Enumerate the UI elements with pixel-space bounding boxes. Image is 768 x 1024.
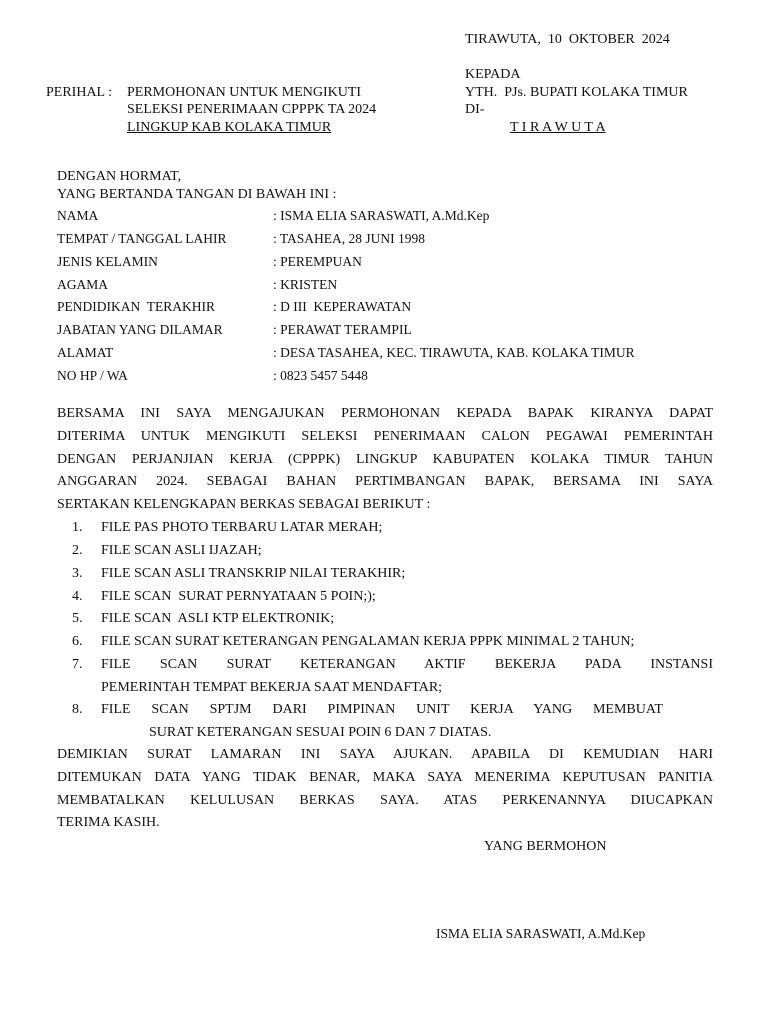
list-text: FILE SCAN ASLI KTP ELEKTRONIK;	[101, 611, 335, 626]
list-text-continued: PEMERINTAH TEMPAT BEKERJA SAAT MENDAFTAR;	[101, 679, 443, 695]
list-text: FILE SCAN ASLI TRANSKRIP NILAI TERAKHIR;	[101, 566, 406, 581]
list-number: 7.	[72, 657, 83, 672]
closing-line: DITEMUKAN DATA YANG TIDAK BENAR, MAKA SAYA MENERIMA KEPUTUSAN PANITIA	[57, 769, 713, 785]
list-text: FILE SCAN SURAT KETERANGAN AKTIF BEKERJA PADA INSTANSI	[101, 657, 713, 672]
identity-value: : ISMA ELIA SARASWATI, A.Md.Kep	[273, 208, 490, 223]
perihal-line-1: PERMOHONAN UNTUK MENGIKUTI	[127, 85, 362, 100]
identity-key: AGAMA	[57, 277, 109, 292]
identity-key: ALAMAT	[57, 345, 114, 360]
identity-value: : TASAHEA, 28 JUNI 1998	[273, 231, 426, 246]
letter-date: TIRAWUTA, 10 OKTOBER 2024	[465, 32, 670, 47]
closing-line: DEMIKIAN SURAT LAMARAN INI SAYA AJUKAN. APABILA DI KEMUDIAN HARI	[57, 747, 713, 762]
identity-value: : 0823 5457 5448	[273, 368, 368, 383]
perihal-line-3: LINGKUP KAB KOLAKA TIMUR	[127, 120, 332, 135]
body-line: BERSAMA INI SAYA MENGAJUKAN PERMOHONAN KEPADA BAPAK KIRANYA DAPAT	[57, 406, 713, 421]
recipient-di: DI-	[465, 102, 485, 117]
list-number: 3.	[72, 566, 83, 581]
intro-line: YANG BERTANDA TANGAN DI BAWAH INI :	[57, 187, 337, 202]
identity-key: JABATAN YANG DILAMAR	[57, 322, 223, 337]
body-line: DITERIMA UNTUK MENGIKUTI SELEKSI PENERIMAAN CALON PEGAWAI PEMERINTAH	[57, 428, 713, 444]
body-line: ANGGARAN 2024. SEBAGAI BAHAN PERTIMBANGAN BAPAK, BERSAMA INI SAYA	[57, 474, 713, 490]
list-text: FILE SCAN SURAT KETERANGAN PENGALAMAN KERJA PPPK MINIMAL 2 TAHUN;	[101, 634, 635, 649]
signer-name: ISMA ELIA SARASWATI, A.Md.Kep	[436, 926, 646, 941]
identity-key: NAMA	[57, 208, 99, 223]
body-paragraph	[57, 403, 713, 517]
perihal-label: PERIHAL :	[46, 85, 112, 100]
list-text: FILE SCAN SPTJM DARI PIMPINAN UNIT KERJA YANG MEMBUAT	[101, 702, 663, 717]
body-line: SERTAKAN KELENGKAPAN BERKAS SEBAGAI BERIKUT :	[57, 497, 431, 513]
list-number: 6.	[72, 634, 83, 649]
list-number: 1.	[72, 520, 83, 535]
recipient-yth: YTH. PJs. BUPATI KOLAKA TIMUR	[465, 85, 688, 100]
identity-key: PENDIDIKAN TERAKHIR	[57, 299, 215, 314]
sign-label: YANG BERMOHON	[484, 839, 607, 854]
closing-line: TERIMA KASIH.	[57, 815, 160, 831]
identity-key: NO HP / WA	[57, 368, 128, 383]
perihal-line-2: SELEKSI PENERIMAAN CPPPK TA 2024	[127, 102, 377, 117]
identity-value: : KRISTEN	[273, 277, 338, 292]
identity-key: JENIS KELAMIN	[57, 254, 158, 269]
identity-value: : PERAWAT TERAMPIL	[273, 322, 412, 337]
list-number: 8.	[72, 702, 83, 717]
list-text: FILE PAS PHOTO TERBARU LATAR MERAH;	[101, 520, 383, 535]
recipient-kepada: KEPADA	[465, 67, 521, 82]
list-text: FILE SCAN SURAT PERNYATAAN 5 POIN;);	[101, 589, 376, 604]
list-text-continued: SURAT KETERANGAN SESUAI POIN 6 DAN 7 DIATAS.	[149, 724, 492, 740]
body-line: DENGAN PERJANJIAN KERJA (CPPPK) LINGKUP KABUPATEN KOLAKA TIMUR TAHUN	[57, 451, 713, 467]
list-number: 2.	[72, 543, 83, 558]
identity-value: : D III KEPERAWATAN	[273, 299, 412, 314]
list-text: FILE SCAN ASLI IJAZAH;	[101, 543, 262, 558]
identity-key: TEMPAT / TANGGAL LAHIR	[57, 231, 227, 246]
list-number: 4.	[72, 589, 83, 604]
identity-value: : PEREMPUAN	[273, 254, 362, 269]
identity-value: : DESA TASAHEA, KEC. TIRAWUTA, KAB. KOLAKA TIMUR	[273, 345, 635, 360]
recipient-place: T I R A W U T A	[510, 120, 606, 135]
closing-line: MEMBATALKAN KELULUSAN BERKAS SAYA. ATAS PERKENANNYA DIUCAPKAN	[57, 792, 713, 808]
list-number: 5.	[72, 611, 83, 626]
closing-paragraph	[57, 744, 713, 835]
greeting: DENGAN HORMAT,	[57, 169, 182, 184]
